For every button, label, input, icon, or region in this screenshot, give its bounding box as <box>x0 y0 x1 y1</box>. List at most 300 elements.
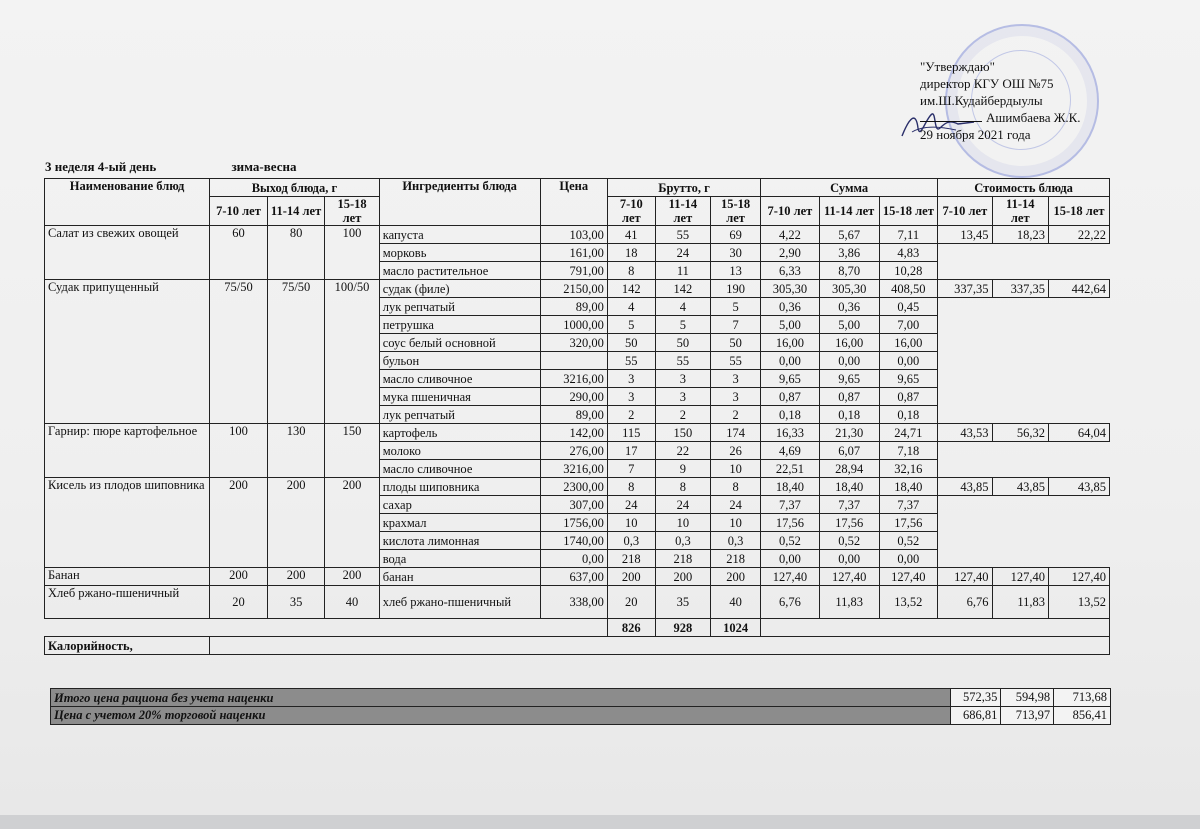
sum-value: 305,30 <box>761 280 820 298</box>
sum-value: 7,37 <box>761 496 820 514</box>
ingredient-price: 338,00 <box>540 586 607 619</box>
sum-value: 18,40 <box>819 478 879 496</box>
empty-cell <box>1049 262 1110 280</box>
sum-value: 4,69 <box>761 442 820 460</box>
brutto-value: 20 <box>607 586 655 619</box>
ingredient-price: 637,00 <box>540 568 607 586</box>
sum-value: 7,18 <box>879 442 938 460</box>
brutto-value: 200 <box>711 568 761 586</box>
ingredient-price: 89,00 <box>540 406 607 424</box>
sum-value: 2,90 <box>761 244 820 262</box>
sum-value: 7,37 <box>879 496 938 514</box>
ingredient-price: 142,00 <box>540 424 607 442</box>
header-cost-age3: 15-18 лет <box>1049 197 1110 226</box>
ingredient-price: 89,00 <box>540 298 607 316</box>
header-cost-age2: 11-14 лет <box>992 197 1049 226</box>
empty-cell <box>992 316 1049 334</box>
ingredient-price: 1756,00 <box>540 514 607 532</box>
sum-value: 0,87 <box>819 388 879 406</box>
sum-value: 3,86 <box>819 244 879 262</box>
empty-cell <box>1049 244 1110 262</box>
dish-cost: 64,04 <box>1049 424 1110 442</box>
empty-cell <box>1049 298 1110 316</box>
empty-cell <box>938 316 992 334</box>
brutto-total: 928 <box>655 619 710 637</box>
brutto-total-row <box>45 619 1110 637</box>
dish-output: 200 <box>210 478 268 568</box>
ingredient-name: мука пшеничная <box>379 388 540 406</box>
sum-value: 9,65 <box>761 370 820 388</box>
sum-value: 9,65 <box>879 370 938 388</box>
brutto-value: 24 <box>655 244 710 262</box>
brutto-value: 8 <box>711 478 761 496</box>
sum-value: 0,52 <box>819 532 879 550</box>
ingredient-price: 2300,00 <box>540 478 607 496</box>
approval-school-name: им.Ш.Кудайбердыулы <box>920 93 1043 108</box>
header-ingredients: Ингредиенты блюда <box>379 179 540 226</box>
brutto-value: 55 <box>655 226 710 244</box>
header-dish-name: Наименование блюд <box>45 179 210 226</box>
ingredient-price: 307,00 <box>540 496 607 514</box>
dish-cost: 337,35 <box>992 280 1049 298</box>
empty-cell <box>992 298 1049 316</box>
dish-name: Судак припущенный <box>45 280 210 424</box>
dish-name: Банан <box>45 568 210 586</box>
total-with-markup-7-10: 686,81 <box>950 707 1001 725</box>
dish-cost: 337,35 <box>938 280 992 298</box>
brutto-value: 142 <box>655 280 710 298</box>
sum-value: 6,07 <box>819 442 879 460</box>
brutto-value: 3 <box>655 388 710 406</box>
sum-value: 9,65 <box>819 370 879 388</box>
brutto-value: 2 <box>607 406 655 424</box>
brutto-value: 3 <box>607 370 655 388</box>
brutto-value: 10 <box>711 460 761 478</box>
ingredient-name: судак (филе) <box>379 280 540 298</box>
brutto-value: 69 <box>711 226 761 244</box>
sum-value: 5,00 <box>761 316 820 334</box>
sum-value: 0,36 <box>761 298 820 316</box>
brutto-value: 218 <box>655 550 710 568</box>
brutto-value: 4 <box>655 298 710 316</box>
brutto-value: 10 <box>655 514 710 532</box>
approval-block <box>920 58 1081 143</box>
brutto-value: 11 <box>655 262 710 280</box>
sum-value: 127,40 <box>819 568 879 586</box>
dish-cost: 13,52 <box>1049 586 1110 619</box>
dish-output: 200 <box>267 478 325 568</box>
brutto-value: 9 <box>655 460 710 478</box>
brutto-value: 0,3 <box>655 532 710 550</box>
total-with-markup-label: Цена с учетом 20% торговой наценки <box>51 707 951 725</box>
empty-cell <box>761 619 1110 637</box>
dish-output: 150 <box>325 424 379 478</box>
sum-value: 21,30 <box>819 424 879 442</box>
brutto-value: 218 <box>607 550 655 568</box>
sum-value: 6,76 <box>761 586 820 619</box>
dish-cost: 56,32 <box>992 424 1049 442</box>
brutto-value: 3 <box>655 370 710 388</box>
brutto-value: 3 <box>711 370 761 388</box>
brutto-value: 50 <box>711 334 761 352</box>
dish-cost: 127,40 <box>992 568 1049 586</box>
dish-output: 200 <box>267 568 325 586</box>
approval-date: 29 ноября 2021 года <box>920 127 1031 142</box>
sum-value: 16,33 <box>761 424 820 442</box>
empty-cell <box>1049 460 1110 478</box>
dish-output: 200 <box>325 568 379 586</box>
brutto-value: 24 <box>655 496 710 514</box>
empty-cell <box>938 550 992 568</box>
sum-value: 5,00 <box>819 316 879 334</box>
ingredient-name: масло сливочное <box>379 460 540 478</box>
ingredient-price: 791,00 <box>540 262 607 280</box>
ingredient-name: лук репчатый <box>379 406 540 424</box>
ingredient-name: хлеб ржано-пшеничный <box>379 586 540 619</box>
ingredient-name: банан <box>379 568 540 586</box>
sum-value: 13,52 <box>879 586 938 619</box>
total-with-markup-15-18: 856,41 <box>1054 707 1111 725</box>
ingredient-name: плоды шиповника <box>379 478 540 496</box>
sum-value: 408,50 <box>879 280 938 298</box>
ingredient-price: 3216,00 <box>540 460 607 478</box>
dish-output: 200 <box>210 568 268 586</box>
brutto-value: 5 <box>711 298 761 316</box>
empty-cell <box>1049 442 1110 460</box>
brutto-value: 50 <box>655 334 710 352</box>
empty-cell <box>1049 532 1110 550</box>
dish-output: 35 <box>267 586 325 619</box>
sum-value: 7,00 <box>879 316 938 334</box>
brutto-value: 200 <box>607 568 655 586</box>
table-row <box>45 478 1110 496</box>
week-day-label: 3 неделя 4-ый день <box>45 159 157 174</box>
brutto-value: 115 <box>607 424 655 442</box>
header-output-age1: 7-10 лет <box>210 197 268 226</box>
dish-output: 20 <box>210 586 268 619</box>
brutto-value: 18 <box>607 244 655 262</box>
brutto-value: 24 <box>607 496 655 514</box>
table-row <box>45 280 1110 298</box>
empty-cell <box>992 244 1049 262</box>
sum-value: 127,40 <box>879 568 938 586</box>
totals-table <box>50 688 1111 725</box>
dish-name: Салат из свежих овощей <box>45 226 210 280</box>
total-with-markup-11-14: 713,97 <box>1001 707 1054 725</box>
sum-value: 7,11 <box>879 226 938 244</box>
brutto-value: 8 <box>655 478 710 496</box>
dish-output: 100 <box>210 424 268 478</box>
brutto-value: 2 <box>655 406 710 424</box>
brutto-value: 17 <box>607 442 655 460</box>
ingredient-price: 0,00 <box>540 550 607 568</box>
season-label: зима-весна <box>231 159 297 174</box>
brutto-value: 200 <box>655 568 710 586</box>
total-no-markup-11-14: 594,98 <box>1001 689 1054 707</box>
brutto-value: 8 <box>607 262 655 280</box>
brutto-value: 190 <box>711 280 761 298</box>
brutto-value: 7 <box>711 316 761 334</box>
empty-cell <box>1049 388 1110 406</box>
sum-value: 127,40 <box>761 568 820 586</box>
header-brutto-age1: 7-10 лет <box>607 197 655 226</box>
sum-value: 18,40 <box>879 478 938 496</box>
dish-cost: 6,76 <box>938 586 992 619</box>
ingredient-name: масло сливочное <box>379 370 540 388</box>
dish-output: 75/50 <box>210 280 268 424</box>
brutto-value: 13 <box>711 262 761 280</box>
header-sum: Сумма <box>761 179 938 197</box>
empty-cell <box>992 262 1049 280</box>
empty-cell <box>1049 514 1110 532</box>
ingredient-price: 276,00 <box>540 442 607 460</box>
header-cost-age1: 7-10 лет <box>938 197 992 226</box>
menu-table <box>44 178 1110 655</box>
ingredient-price: 2150,00 <box>540 280 607 298</box>
sum-value: 32,16 <box>879 460 938 478</box>
sum-value: 4,83 <box>879 244 938 262</box>
empty-cell <box>992 334 1049 352</box>
empty-cell <box>992 388 1049 406</box>
sum-value: 0,00 <box>879 352 938 370</box>
header-brutto: Брутто, г <box>607 179 760 197</box>
dish-cost: 18,23 <box>992 226 1049 244</box>
empty-cell <box>938 262 992 280</box>
sum-value: 0,52 <box>761 532 820 550</box>
dish-cost: 442,64 <box>1049 280 1110 298</box>
brutto-value: 142 <box>607 280 655 298</box>
sum-value: 17,56 <box>819 514 879 532</box>
header-brutto-age3: 15-18 лет <box>711 197 761 226</box>
brutto-value: 55 <box>711 352 761 370</box>
header-dish-cost: Стоимость блюда <box>938 179 1110 197</box>
dish-output: 40 <box>325 586 379 619</box>
dish-output: 75/50 <box>267 280 325 424</box>
empty-cell <box>1049 370 1110 388</box>
ingredient-name: петрушка <box>379 316 540 334</box>
empty-cell <box>938 298 992 316</box>
empty-cell <box>938 370 992 388</box>
header-sum-age2: 11-14 лет <box>819 197 879 226</box>
table-row <box>45 568 1110 586</box>
dish-name: Кисель из плодов шиповника <box>45 478 210 568</box>
dish-cost: 22,22 <box>1049 226 1110 244</box>
dish-output: 200 <box>325 478 379 568</box>
ingredient-name: соус белый основной <box>379 334 540 352</box>
header-sum-age1: 7-10 лет <box>761 197 820 226</box>
ingredient-name: морковь <box>379 244 540 262</box>
brutto-value: 7 <box>607 460 655 478</box>
empty-cell <box>938 388 992 406</box>
total-no-markup-7-10: 572,35 <box>950 689 1001 707</box>
brutto-total: 826 <box>607 619 655 637</box>
empty-cell <box>210 637 1110 655</box>
ingredient-name: сахар <box>379 496 540 514</box>
sum-value: 0,18 <box>879 406 938 424</box>
brutto-value: 0,3 <box>607 532 655 550</box>
dish-cost: 127,40 <box>938 568 992 586</box>
sum-value: 305,30 <box>819 280 879 298</box>
brutto-value: 218 <box>711 550 761 568</box>
approval-title: "Утверждаю" <box>920 59 995 74</box>
empty-cell <box>938 514 992 532</box>
ingredient-price: 161,00 <box>540 244 607 262</box>
dish-cost: 43,53 <box>938 424 992 442</box>
empty-cell <box>992 550 1049 568</box>
calories-label: Калорийность, <box>45 637 210 655</box>
sum-value: 17,56 <box>879 514 938 532</box>
empty-cell <box>938 244 992 262</box>
brutto-value: 24 <box>711 496 761 514</box>
sum-value: 0,00 <box>761 352 820 370</box>
brutto-value: 3 <box>711 388 761 406</box>
dish-cost: 43,85 <box>1049 478 1110 496</box>
sum-value: 16,00 <box>879 334 938 352</box>
ingredient-price <box>540 352 607 370</box>
ingredient-price: 1000,00 <box>540 316 607 334</box>
header-brutto-age2: 11-14 лет <box>655 197 710 226</box>
ingredient-name: лук репчатый <box>379 298 540 316</box>
empty-cell <box>938 496 992 514</box>
empty-cell <box>992 370 1049 388</box>
sum-value: 17,56 <box>761 514 820 532</box>
sum-value: 0,00 <box>879 550 938 568</box>
empty-cell <box>938 334 992 352</box>
header-output-age2: 11-14 лет <box>267 197 325 226</box>
brutto-value: 50 <box>607 334 655 352</box>
sum-value: 16,00 <box>819 334 879 352</box>
brutto-value: 30 <box>711 244 761 262</box>
empty-cell <box>1049 334 1110 352</box>
brutto-value: 10 <box>607 514 655 532</box>
sum-value: 0,00 <box>761 550 820 568</box>
empty-cell <box>938 352 992 370</box>
dish-output: 100 <box>325 226 379 280</box>
sum-value: 8,70 <box>819 262 879 280</box>
sum-value: 10,28 <box>879 262 938 280</box>
scanner-edge <box>0 815 1200 829</box>
ingredient-name: вода <box>379 550 540 568</box>
signature-line <box>920 121 982 122</box>
brutto-value: 150 <box>655 424 710 442</box>
empty-cell <box>1049 316 1110 334</box>
header-output-age3: 15-18 лет <box>325 197 379 226</box>
brutto-value: 8 <box>607 478 655 496</box>
empty-cell <box>938 460 992 478</box>
sum-value: 4,22 <box>761 226 820 244</box>
brutto-value: 10 <box>711 514 761 532</box>
empty-cell <box>1049 550 1110 568</box>
empty-cell <box>992 496 1049 514</box>
dish-name: Хлеб ржано-пшеничный <box>45 586 210 619</box>
empty-cell <box>938 406 992 424</box>
header-price: Цена <box>540 179 607 226</box>
empty-cell <box>992 532 1049 550</box>
sum-value: 0,18 <box>761 406 820 424</box>
sum-value: 16,00 <box>761 334 820 352</box>
dish-cost: 11,83 <box>992 586 1049 619</box>
empty-cell <box>45 619 608 637</box>
empty-cell <box>992 352 1049 370</box>
dish-cost: 43,85 <box>938 478 992 496</box>
approval-signer: Ашимбаева Ж.К. <box>986 110 1081 125</box>
dish-name: Гарнир: пюре картофельное <box>45 424 210 478</box>
empty-cell <box>938 532 992 550</box>
sum-value: 24,71 <box>879 424 938 442</box>
ingredient-name: крахмал <box>379 514 540 532</box>
table-row <box>45 226 1110 244</box>
table-row <box>45 424 1110 442</box>
sum-value: 18,40 <box>761 478 820 496</box>
dish-cost: 13,45 <box>938 226 992 244</box>
ingredient-name: кислота лимонная <box>379 532 540 550</box>
calories-row <box>45 637 1110 655</box>
dish-output: 80 <box>267 226 325 280</box>
ingredient-price: 1740,00 <box>540 532 607 550</box>
brutto-value: 40 <box>711 586 761 619</box>
brutto-value: 35 <box>655 586 710 619</box>
brutto-total: 1024 <box>711 619 761 637</box>
empty-cell <box>938 442 992 460</box>
empty-cell <box>992 442 1049 460</box>
sum-value: 0,52 <box>879 532 938 550</box>
brutto-value: 0,3 <box>711 532 761 550</box>
brutto-value: 55 <box>607 352 655 370</box>
header-output: Выход блюда, г <box>210 179 380 197</box>
brutto-value: 3 <box>607 388 655 406</box>
ingredient-price: 320,00 <box>540 334 607 352</box>
sum-value: 6,33 <box>761 262 820 280</box>
empty-cell <box>1049 352 1110 370</box>
menu-heading <box>45 159 296 175</box>
sum-value: 0,18 <box>819 406 879 424</box>
sum-value: 7,37 <box>819 496 879 514</box>
table-row <box>45 586 1110 619</box>
ingredient-price: 290,00 <box>540 388 607 406</box>
dish-output: 130 <box>267 424 325 478</box>
ingredient-name: масло растительное <box>379 262 540 280</box>
ingredient-name: картофель <box>379 424 540 442</box>
empty-cell <box>992 514 1049 532</box>
sum-value: 11,83 <box>819 586 879 619</box>
total-no-markup-label: Итого цена рациона без учета наценки <box>51 689 951 707</box>
sum-value: 0,36 <box>819 298 879 316</box>
empty-cell <box>992 460 1049 478</box>
ingredient-name: капуста <box>379 226 540 244</box>
ingredient-name: бульон <box>379 352 540 370</box>
dish-output: 60 <box>210 226 268 280</box>
sum-value: 5,67 <box>819 226 879 244</box>
brutto-value: 41 <box>607 226 655 244</box>
brutto-value: 5 <box>655 316 710 334</box>
sum-value: 28,94 <box>819 460 879 478</box>
sum-value: 0,00 <box>819 352 879 370</box>
empty-cell <box>992 406 1049 424</box>
header-sum-age3: 15-18 лет <box>879 197 938 226</box>
brutto-value: 55 <box>655 352 710 370</box>
sum-value: 0,00 <box>819 550 879 568</box>
brutto-value: 4 <box>607 298 655 316</box>
ingredient-name: молоко <box>379 442 540 460</box>
brutto-value: 26 <box>711 442 761 460</box>
ingredient-price: 103,00 <box>540 226 607 244</box>
sum-value: 22,51 <box>761 460 820 478</box>
dish-output: 100/50 <box>325 280 379 424</box>
empty-cell <box>1049 406 1110 424</box>
brutto-value: 174 <box>711 424 761 442</box>
dish-cost: 127,40 <box>1049 568 1110 586</box>
dish-cost: 43,85 <box>992 478 1049 496</box>
